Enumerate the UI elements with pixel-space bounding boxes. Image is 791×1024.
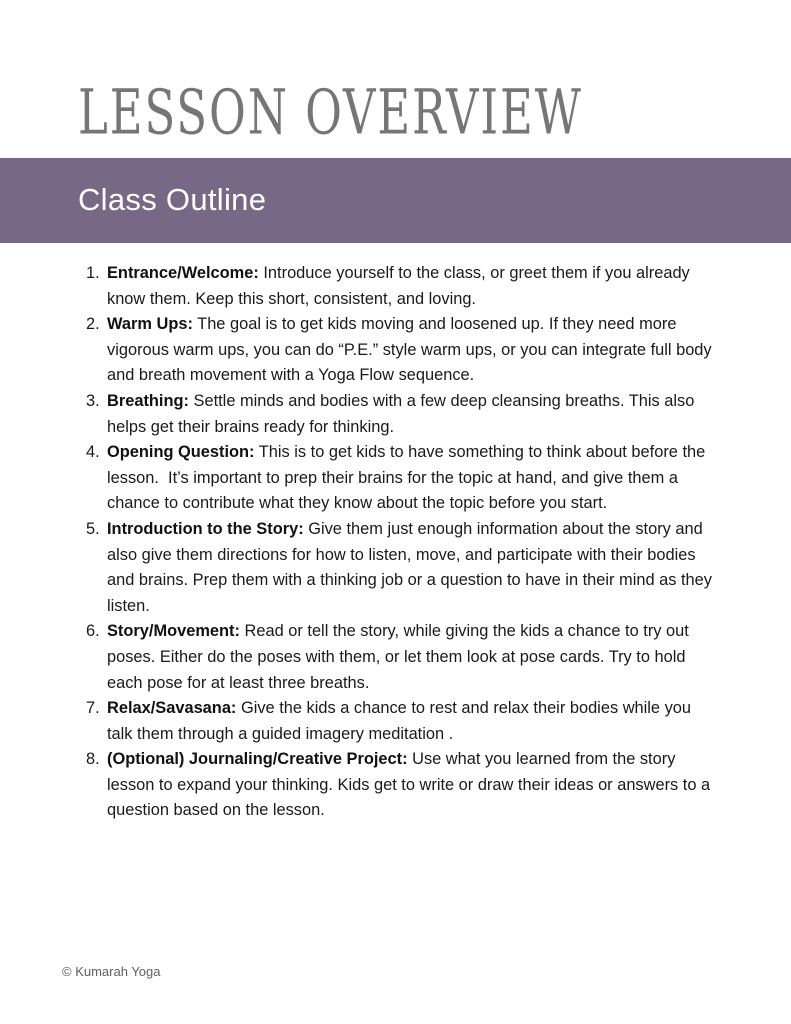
list-item-text: Give the kids a chance to rest and relax their bodies while you talk them through a guided imagery meditation . xyxy=(107,699,696,743)
list-item-number: 6. xyxy=(86,622,100,641)
list-item-text: Introduce yourself to the class, or greet them if you already know them. Keep this short, consistent, and loving. xyxy=(107,264,695,308)
list-item-number: 5. xyxy=(86,519,100,538)
list-item xyxy=(86,389,720,440)
page-title: LESSON OVERVIEW xyxy=(78,78,583,149)
list-item xyxy=(86,619,720,696)
list-item-term: Introduction to the Story: xyxy=(107,519,304,538)
list-item-body xyxy=(107,517,720,619)
list-item-term: Breathing: xyxy=(107,391,189,410)
list-item-text: Give them just enough information about the story and also give them directions for how to listen, move, and participate with their bodies and brains. Prep them with a thinking job or a question to have in their mind as they listen. xyxy=(107,519,717,615)
list-item xyxy=(86,261,720,312)
list-item xyxy=(86,440,720,517)
list-item-term: (Optional) Journaling/Creative Project: xyxy=(107,750,408,769)
list-item-text: Read or tell the story, while giving the kids a chance to try out poses. Either do the poses with them, or let them look at pose cards. Try to hold each pose for at least three breaths. xyxy=(107,622,694,692)
list-item-term: Entrance/Welcome: xyxy=(107,264,259,282)
list-item-body xyxy=(107,619,720,696)
list-item-number: 8. xyxy=(86,750,100,769)
section-heading: Class Outline xyxy=(78,182,267,217)
class-outline-list xyxy=(86,261,720,824)
list-item-number: 2. xyxy=(86,315,100,334)
list-item-text: Use what you learned from the story lesson to expand your thinking. Kids get to write or draw their ideas or answers to a question based on the lesson. xyxy=(107,750,715,820)
list-item-term: Warm Ups: xyxy=(107,315,193,334)
list-item-number: 3. xyxy=(86,391,100,410)
list-item-term: Relax/Savasana: xyxy=(107,699,237,718)
footer-copyright: © Kumarah Yoga xyxy=(62,964,161,979)
list-item-text: This is to get kids to have something to think about before the lesson. It’s important to prep their brains for the topic at hand, and give them a chance to contribute what they know about the topic before you start. xyxy=(107,443,710,513)
list-item-body xyxy=(107,389,720,440)
list-item xyxy=(86,517,720,619)
list-item xyxy=(86,312,720,389)
list-item-number: 1. xyxy=(86,264,100,282)
list-item xyxy=(86,747,720,824)
list-item-text: The goal is to get kids moving and loosened up. If they need more vigorous warm ups, you can do “P.E.” style warm ups, or you can integrate full body and breath movement with a Yoga Flow sequence. xyxy=(107,315,717,385)
list-item-body xyxy=(107,440,720,517)
list-item-body xyxy=(107,261,720,312)
list-item-text: Settle minds and bodies with a few deep cleansing breaths. This also helps get their brains ready for thinking. xyxy=(107,391,699,436)
list-item-number: 4. xyxy=(86,443,100,462)
list-item-body xyxy=(107,696,720,747)
list-item-term: Opening Question: xyxy=(107,443,255,462)
list-item-body xyxy=(107,312,720,389)
list-item xyxy=(86,696,720,747)
list-item-body xyxy=(107,747,720,824)
list-item-term: Story/Movement: xyxy=(107,622,240,641)
section-header-band xyxy=(0,158,791,243)
list-item-number: 7. xyxy=(86,699,100,718)
